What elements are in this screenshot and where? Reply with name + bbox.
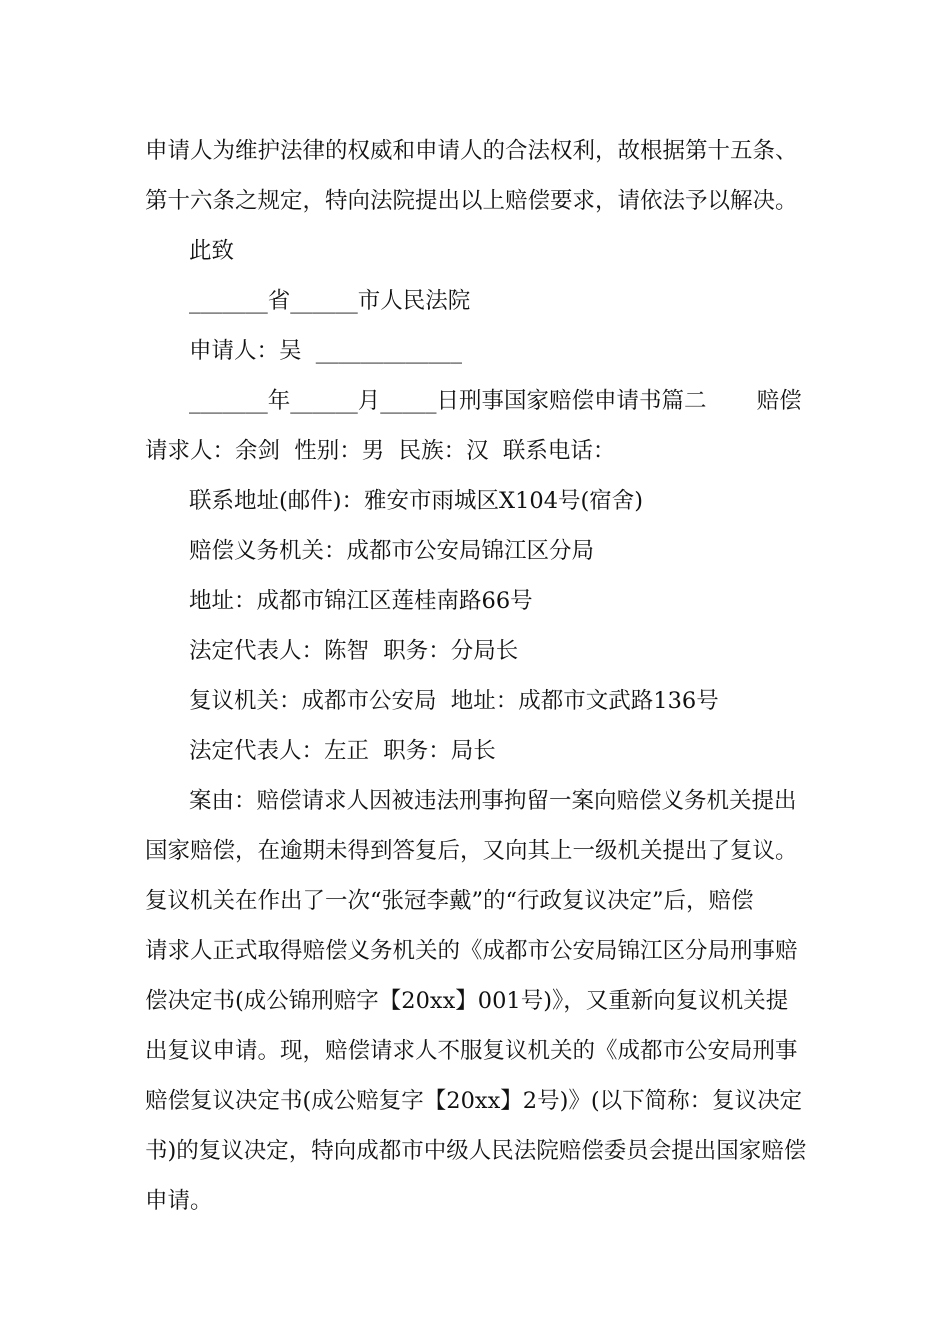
case-cause-line-8: 书)的复议决定，特向成都市中级人民法院赔偿委员会提出国家赔偿 [145, 1138, 807, 1164]
obligor-address: 地址：成都市锦江区莲桂南路66号 [189, 588, 533, 614]
case-cause-line-6: 出复议申请。现，赔偿请求人不服复议机关的《成都市公安局刑事 [145, 1038, 798, 1064]
obligor-agency: 赔偿义务机关：成都市公安局锦江区分局 [189, 538, 595, 564]
claimant-info: 请求人：余剑 性别：男 民族：汉 联系电话： [145, 438, 616, 464]
applicant-signature: 申请人：吴 _____________ [189, 338, 463, 364]
contact-address: 联系地址(邮件)：雅安市雨城区X104号(宿舍) [189, 488, 644, 514]
case-cause-line-4: 请求人正式取得赔偿义务机关的《成都市公安局锦江区分局刑事赔 [145, 938, 798, 964]
salutation: 此致 [189, 238, 235, 264]
text-line-2: 第十六条之规定，特向法院提出以上赔偿要求，请依法予以解决。 [145, 188, 798, 214]
date-and-title: _______年______月_____日刑事国家赔偿申请书篇二 赔偿 [189, 388, 802, 414]
review-representative: 法定代表人：左正 职务：局长 [189, 738, 496, 764]
case-cause-line-1: 案由：赔偿请求人因被违法刑事拘留一案向赔偿义务机关提出 [189, 788, 797, 814]
case-cause-line-3: 复议机关在作出了一次“张冠李戴”的“行政复议决定”后，赔偿 [145, 888, 754, 914]
case-cause-line-9: 申请。 [145, 1188, 213, 1214]
obligor-representative: 法定代表人：陈智 职务：分局长 [189, 638, 519, 664]
court-name: _______省______市人民法院 [189, 288, 471, 314]
case-cause-line-7: 赔偿复议决定书(成公赔复字【20xx】2号)》(以下简称：复议决定 [145, 1088, 803, 1114]
case-cause-line-2: 国家赔偿，在逾期未得到答复后，又向其上一级机关提出了复议。 [145, 838, 798, 864]
case-cause-line-5: 偿决定书(成公锦刑赔字【20xx】001号)》，又重新向复议机关提 [145, 988, 789, 1014]
text-line-1: 申请人为维护法律的权威和申请人的合法权利，故根据第十五条、 [145, 138, 798, 164]
review-agency: 复议机关：成都市公安局 地址：成都市文武路136号 [189, 688, 719, 714]
